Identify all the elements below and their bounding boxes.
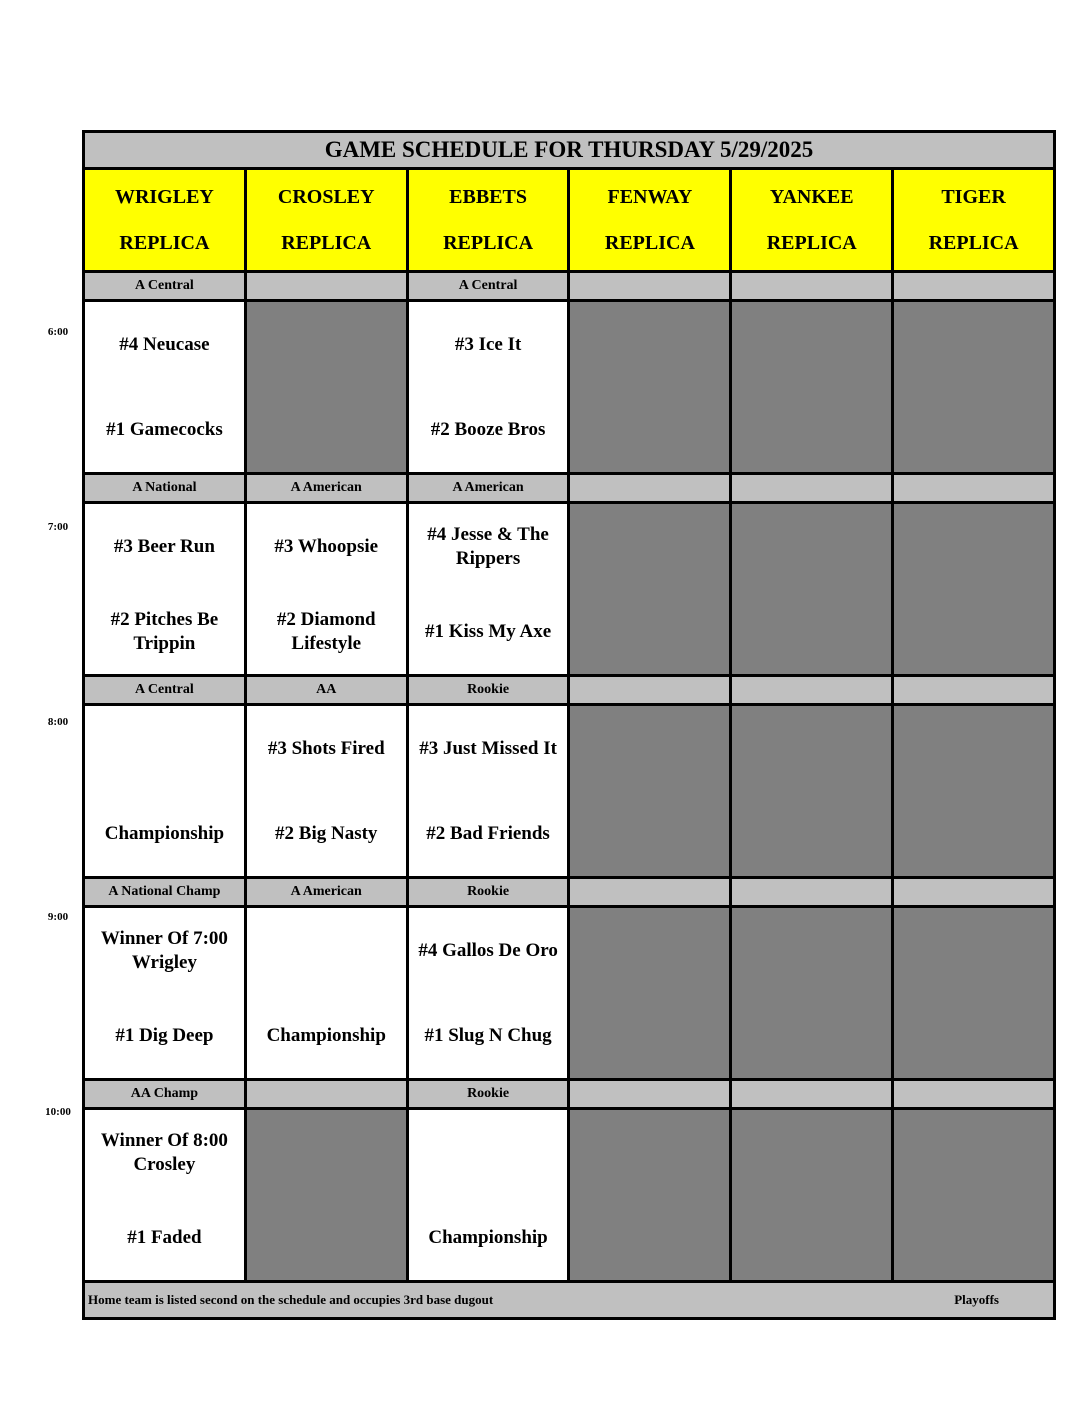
time-label: 6:00 [47, 326, 69, 338]
footer-note: Home team is listed second on the schedule and occupies 3rd base dugout [88, 1292, 494, 1307]
home-team: #2 Pitches Be Trippin [110, 608, 219, 654]
home-team: Championship [428, 1226, 548, 1248]
time-label: 7:00 [47, 521, 69, 533]
field-header-fenway [570, 170, 729, 270]
game-cell [247, 706, 406, 876]
away-team [570, 706, 729, 791]
field-header-yankee [732, 170, 891, 270]
game-cell [409, 706, 568, 876]
away-team: #3 Ice It [454, 333, 522, 355]
away-team [85, 706, 244, 791]
game-cell [85, 908, 244, 1078]
division-label: A Central [85, 273, 244, 299]
home-team [247, 1195, 406, 1280]
field-type: REPLICA [281, 231, 372, 254]
home-team: #2 Big Nasty [275, 822, 378, 844]
division-label [894, 677, 1053, 703]
division-label: Rookie [409, 677, 568, 703]
game-cell-empty [732, 706, 891, 876]
home-team [570, 1195, 729, 1280]
game-cell-empty [894, 1110, 1053, 1280]
away-team [894, 706, 1053, 791]
away-team [894, 504, 1053, 589]
away-team [732, 504, 891, 589]
game-cell [85, 504, 244, 674]
field-type: REPLICA [119, 231, 210, 254]
division-label [894, 273, 1053, 299]
field-type: REPLICA [766, 231, 857, 254]
home-team [894, 791, 1053, 876]
away-team [570, 504, 729, 589]
field-name: CROSLEY [277, 185, 375, 208]
time-label: 10:00 [45, 1106, 71, 1118]
home-team [894, 993, 1053, 1078]
home-team: #1 Faded [127, 1226, 202, 1248]
home-team [894, 1195, 1053, 1280]
away-team [732, 1110, 891, 1195]
home-team [732, 993, 891, 1078]
away-team: #3 Shots Fired [267, 737, 385, 759]
game-cell-empty [570, 706, 729, 876]
home-team [570, 387, 729, 472]
home-team [570, 791, 729, 876]
away-team: #4 Gallos De Oro [418, 939, 558, 961]
away-team [409, 1110, 568, 1195]
field-header-wrigley [85, 170, 244, 270]
away-team [570, 302, 729, 387]
game-cell [409, 504, 568, 674]
division-label [570, 475, 729, 501]
footer-status: Playoffs [954, 1292, 999, 1307]
division-label: A American [247, 475, 406, 501]
game-cell-empty [570, 302, 729, 472]
away-team: #4 Jesse & The Rippers [427, 523, 549, 569]
away-team: #3 Just Missed It [419, 737, 557, 759]
schedule-footer [85, 1283, 1053, 1317]
division-label: A National Champ [85, 879, 244, 905]
home-team [732, 791, 891, 876]
field-type: REPLICA [443, 231, 534, 254]
game-cell [247, 908, 406, 1078]
field-header-tiger [894, 170, 1053, 270]
field-name: EBBETS [449, 185, 527, 208]
division-label [570, 1081, 729, 1107]
field-header-crosley [247, 170, 406, 270]
field-header-ebbets [409, 170, 568, 270]
home-team [247, 387, 406, 472]
home-team: #2 Bad Friends [426, 822, 550, 844]
home-team [570, 589, 729, 674]
away-team [247, 908, 406, 993]
home-team: #1 Dig Deep [115, 1024, 214, 1046]
game-cell-empty [570, 1110, 729, 1280]
game-cell [85, 302, 244, 472]
away-team [247, 302, 406, 387]
division-label [894, 1081, 1053, 1107]
division-label [732, 1081, 891, 1107]
division-label [732, 475, 891, 501]
away-team [732, 908, 891, 993]
game-cell-empty [732, 1110, 891, 1280]
away-team: #4 Neucase [119, 333, 210, 355]
field-type: REPLICA [928, 231, 1019, 254]
home-team: #1 Slug N Chug [424, 1024, 552, 1046]
away-team: Winner Of 8:00 Crosley [100, 1129, 228, 1175]
division-label: Rookie [409, 1081, 568, 1107]
game-cell-empty [247, 1110, 406, 1280]
division-label [894, 879, 1053, 905]
field-name: WRIGLEY [114, 185, 214, 208]
game-cell [85, 706, 244, 876]
division-label: AA [247, 677, 406, 703]
division-label [247, 1081, 406, 1107]
game-cell-empty [570, 504, 729, 674]
division-label [247, 273, 406, 299]
game-cell [247, 504, 406, 674]
game-cell [409, 1110, 568, 1280]
time-label: 8:00 [47, 716, 69, 728]
division-label [732, 273, 891, 299]
field-name: FENWAY [607, 185, 693, 208]
field-name: YANKEE [769, 185, 854, 208]
home-team [732, 387, 891, 472]
away-team: Winner Of 7:00 Wrigley [100, 927, 228, 973]
schedule-table [82, 130, 1056, 1320]
home-team: #1 Gamecocks [106, 418, 223, 440]
field-type: REPLICA [604, 231, 695, 254]
home-team [732, 1195, 891, 1280]
home-team [732, 589, 891, 674]
home-team: #1 Kiss My Axe [425, 620, 552, 642]
home-team: #2 Diamond Lifestyle [276, 608, 376, 654]
home-team: Championship [104, 822, 225, 844]
game-cell-empty [894, 706, 1053, 876]
division-label [570, 879, 729, 905]
away-team [732, 302, 891, 387]
game-cell [409, 302, 568, 472]
schedule-title: GAME SCHEDULE FOR THURSDAY 5/29/2025 [85, 133, 1053, 167]
game-cell-empty [732, 302, 891, 472]
field-name: TIGER [941, 185, 1006, 208]
home-team [894, 387, 1053, 472]
game-cell-empty [894, 302, 1053, 472]
division-label: Rookie [409, 879, 568, 905]
division-label: A Central [85, 677, 244, 703]
division-label [570, 273, 729, 299]
division-label [732, 879, 891, 905]
away-team: #3 Whoopsie [274, 535, 379, 557]
division-label [894, 475, 1053, 501]
away-team [894, 908, 1053, 993]
away-team [732, 706, 891, 791]
away-team [570, 908, 729, 993]
game-cell-empty [894, 504, 1053, 674]
division-label: A American [409, 475, 568, 501]
away-team [247, 1110, 406, 1195]
game-cell-empty [732, 908, 891, 1078]
division-label: A National [85, 475, 244, 501]
away-team [894, 302, 1053, 387]
game-cell-empty [732, 504, 891, 674]
away-team [570, 1110, 729, 1195]
division-label: AA Champ [85, 1081, 244, 1107]
away-team: #3 Beer Run [113, 535, 215, 557]
division-label: A Central [409, 273, 568, 299]
division-label: A American [247, 879, 406, 905]
away-team [894, 1110, 1053, 1195]
game-cell-empty [894, 908, 1053, 1078]
game-cell-empty [570, 908, 729, 1078]
division-label [570, 677, 729, 703]
game-cell-empty [247, 302, 406, 472]
game-cell [409, 908, 568, 1078]
home-team: Championship [266, 1024, 386, 1046]
home-team: #2 Booze Bros [430, 418, 546, 440]
game-cell [85, 1110, 244, 1280]
time-label: 9:00 [47, 911, 69, 923]
home-team [570, 993, 729, 1078]
division-label [732, 677, 891, 703]
home-team [894, 589, 1053, 674]
